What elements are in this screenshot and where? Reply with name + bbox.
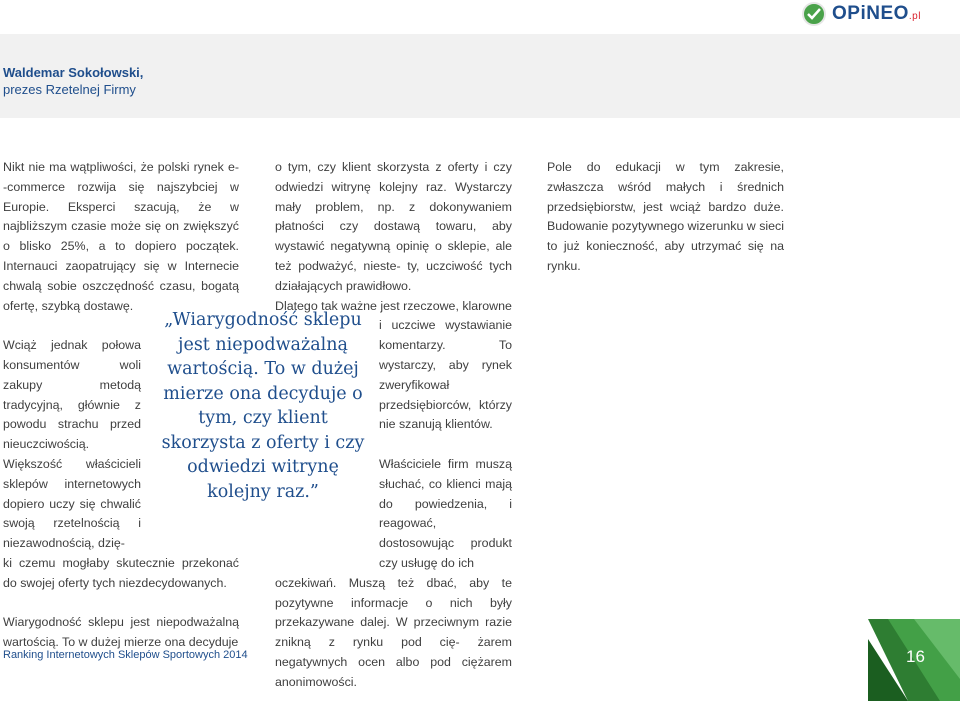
opineo-logo[interactable] (802, 0, 960, 28)
page-number: 16 (906, 647, 925, 666)
paragraph: Pole do edukacji w tym zakresie, zwłaszcza wśród małych i średnich przedsiębiorstw, jest wciąż bardzo duże. Budowanie pozytywnego wizerunku w sieci to już konieczność, aby utrzymać się na rynku. (547, 160, 784, 273)
check-icon (802, 2, 826, 26)
paragraph: Właściciele firm muszą słuchać, co klienci mają do powiedzenia, i reagować, dostosowując produkt czy usługę do ich (379, 456, 512, 570)
column-3 (547, 158, 784, 277)
author-role: prezes Rzetelnej Firmy (3, 82, 136, 97)
paragraph: o tym, czy klient skorzysta z oferty i czy odwiedzi witrynę kolejny raz. Wystarczy mały problem, np. z dokonywaniem płatności czy dostawą towaru, aby wystawić negatywną opinię o sklepie, ale też podważyć, nieste- ty, uczciwość tych działających prawidłowo. (275, 160, 512, 293)
header-band (0, 34, 960, 118)
column-2 (275, 158, 512, 693)
paragraph: ki czemu mogłaby skutecznie przekonać do swojej oferty tych niezdecydowanych. (3, 555, 239, 590)
author-block (3, 64, 143, 98)
paragraph: i uczciwe wystawianie komentarzy. To wystarczy, aby rynek zweryfikował przedsiębiorców, którzy nie szanują klientów. (379, 318, 512, 432)
pull-quote: „Wiarygodność sklepu jest niepodważalną wartością. To w dużej mierze ona decyduje o tym, czy klient skorzysta z oferty i czy odwiedzi witrynę kolejny raz.” (161, 310, 365, 502)
paragraph: Dlatego tak ważne jest rzeczowe, klarowne (275, 298, 512, 313)
paragraph: Nikt nie ma wątpliwości, że polski rynek e- -commerce rozwija się najszybciej w Europie. Eksperci szacują, że w najbliższym czasie może się on zwiększyć o blisko 25%, a to dopiero początek. Internauci zaopatrujący się w Internecie chwalą sobie oszczędność czasu, bogatą ofertę, szybką dostawę. (3, 160, 239, 313)
paragraph: Wciąż jednak połowa konsumentów woli zakupy metodą tradycyjną, głównie z powodu strachu przed nieuczciwością. Większość właścicieli sklepów internetowych dopiero uczy się chwalić swoją rzetelnością i niezawodnością, dzię- (3, 338, 141, 551)
paragraph: oczekiwań. Muszą też dbać, aby te pozytywne informacje o nich były przekazywane dalej. W przeciwnym razie znikną z rynku pod cię- żarem negatywnych ocen albo pod ciężarem anonimowości. (275, 575, 512, 689)
author-name: Waldemar Sokołowski, (3, 65, 144, 80)
logo-text: OPiNEO.pl (832, 3, 921, 24)
footer-title: Ranking Internetowych Sklepów Sportowych 2014 (3, 649, 248, 661)
paragraph: Wiarygodność sklepu jest niepodważalną wartością. To w dużej mierze ona decyduje (3, 615, 239, 650)
